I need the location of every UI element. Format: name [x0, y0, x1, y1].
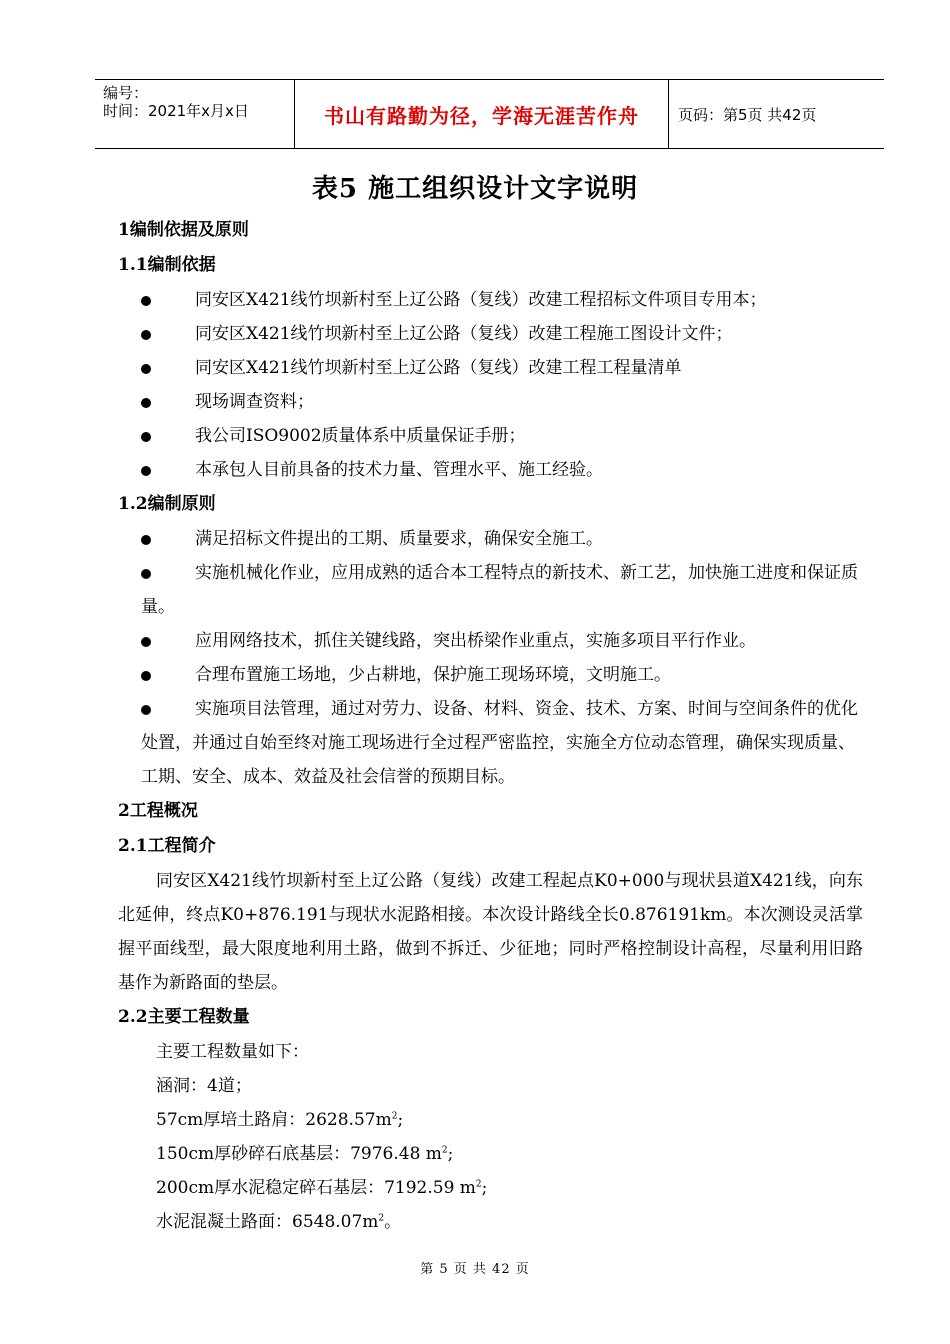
quantity-line: [118, 1205, 863, 1239]
subsection-heading: 1.1编制依据: [118, 255, 216, 275]
quantity-text: 涵洞：4道；: [156, 1076, 252, 1096]
page-header: [95, 79, 884, 149]
list-item-text: 满足招标文件提出的工期、质量要求，确保安全施工。: [195, 529, 603, 549]
bullet-icon: [141, 671, 151, 681]
subsection-heading: 2.1工程简介: [118, 836, 216, 856]
section-heading: 2工程概况: [118, 801, 198, 821]
document-title: 表5 施工组织设计文字说明: [311, 174, 639, 204]
list-item-text: 实施机械化作业，应用成熟的适合本工程特点的新技术、新工艺，加快施工进度和保证质量。: [141, 563, 858, 617]
list-item: [118, 351, 863, 385]
bullet-icon: [141, 569, 151, 579]
quantity-line: [118, 1137, 863, 1171]
list-item: [118, 624, 863, 658]
bullet-icon: [141, 296, 151, 306]
list-item: [118, 385, 863, 419]
list-item-text: 实施项目法管理，通过对劳力、设备、材料、资金、技术、方案、时间与空间条件的优化处置，并通过自始至终对施工现场进行全过程严密监控，实施全方位动态管理，确保实现质量、工期、安全、成本、效益及社会信誉的预期目标。: [141, 699, 858, 787]
list-item-text: 我公司ISO9002质量体系中质量保证手册；: [195, 426, 526, 446]
quantity-line: [118, 1171, 863, 1205]
header-page-info: 页码：第5页 共42页: [678, 105, 817, 124]
list-item: [118, 522, 863, 556]
subsection-heading: 1.2编制原则: [118, 494, 216, 514]
list-item: [118, 453, 863, 487]
list-item: [118, 419, 863, 453]
document-body: [118, 213, 863, 1239]
quantity-tail: 。: [384, 1212, 402, 1232]
bullet-icon: [141, 535, 151, 545]
project-intro-paragraph: 同安区X421线竹坝新村至上辽公路（复线）改建工程起点K0+000与现状县道X421线，向东北延伸，终点K0+876.191与现状水泥路相接。本次设计路线全长0.876191km。本次测设灵活掌握平面线型，最大限度地利用土路，做到不拆迁、少征地；同时严格控制设计高程，尽量利用旧路基作为新路面的垫层。: [118, 871, 863, 993]
list-item-text: 本承包人目前具备的技术力量、管理水平、施工经验。: [195, 460, 603, 480]
list-item-text: 合理布置施工场地，少占耕地，保护施工现场环境，文明施工。: [195, 665, 671, 685]
page-footer: 第 5 页 共 42 页: [420, 1262, 530, 1277]
unit-superscript: 2: [441, 1145, 448, 1156]
list-item-text: 应用网络技术，抓住关键线路，突出桥梁作业重点，实施多项目平行作业。: [195, 631, 756, 651]
bullet-icon: [141, 364, 151, 374]
quantity-line: [118, 1069, 863, 1103]
bullet-icon: [141, 705, 151, 715]
list-item-text: 现场调查资料；: [195, 392, 314, 412]
quantity-tail: ;: [397, 1110, 404, 1130]
list-item: [118, 658, 863, 692]
quantity-text: 水泥混凝土路面：6548.07m: [156, 1212, 379, 1232]
unit-superscript: 2: [475, 1179, 482, 1190]
list-item: [118, 556, 863, 624]
header-number-label: 编号：: [103, 84, 149, 102]
bullet-icon: [141, 398, 151, 408]
quantity-tail: ;: [447, 1144, 454, 1164]
list-item: [118, 283, 863, 317]
quantity-text: 200cm厚水泥稳定碎石基层：7192.59 m: [156, 1178, 476, 1198]
list-item: [118, 317, 863, 351]
bullet-icon: [141, 466, 151, 476]
quantity-intro: 主要工程数量如下：: [156, 1042, 309, 1062]
bullet-icon: [141, 330, 151, 340]
header-divider: [668, 80, 669, 148]
unit-superscript: 2: [378, 1213, 385, 1224]
header-meta: [103, 84, 293, 120]
list-item-text: 同安区X421线竹坝新村至上辽公路（复线）改建工程招标文件项目专用本；: [195, 290, 767, 310]
section-heading: 1编制依据及原则: [118, 220, 249, 240]
unit-superscript: 2: [391, 1111, 398, 1122]
quantity-text: 150cm厚砂碎石底基层：7976.48 m: [156, 1144, 442, 1164]
quantity-tail: ;: [481, 1178, 488, 1198]
bullet-icon: [141, 637, 151, 647]
bullet-icon: [141, 432, 151, 442]
subsection-heading: 2.2主要工程数量: [118, 1007, 250, 1027]
quantity-text: 57cm厚培土路肩：2628.57m: [156, 1110, 392, 1130]
quantity-line: [118, 1103, 863, 1137]
header-time-label: 时间：2021年x月x日: [103, 102, 249, 120]
list-item: [118, 692, 863, 794]
header-motto: 书山有路勤为径，学海无涯苦作舟: [324, 103, 639, 128]
list-item-text: 同安区X421线竹坝新村至上辽公路（复线）改建工程施工图设计文件；: [195, 324, 733, 344]
list-item-text: 同安区X421线竹坝新村至上辽公路（复线）改建工程工程量清单: [195, 358, 682, 378]
